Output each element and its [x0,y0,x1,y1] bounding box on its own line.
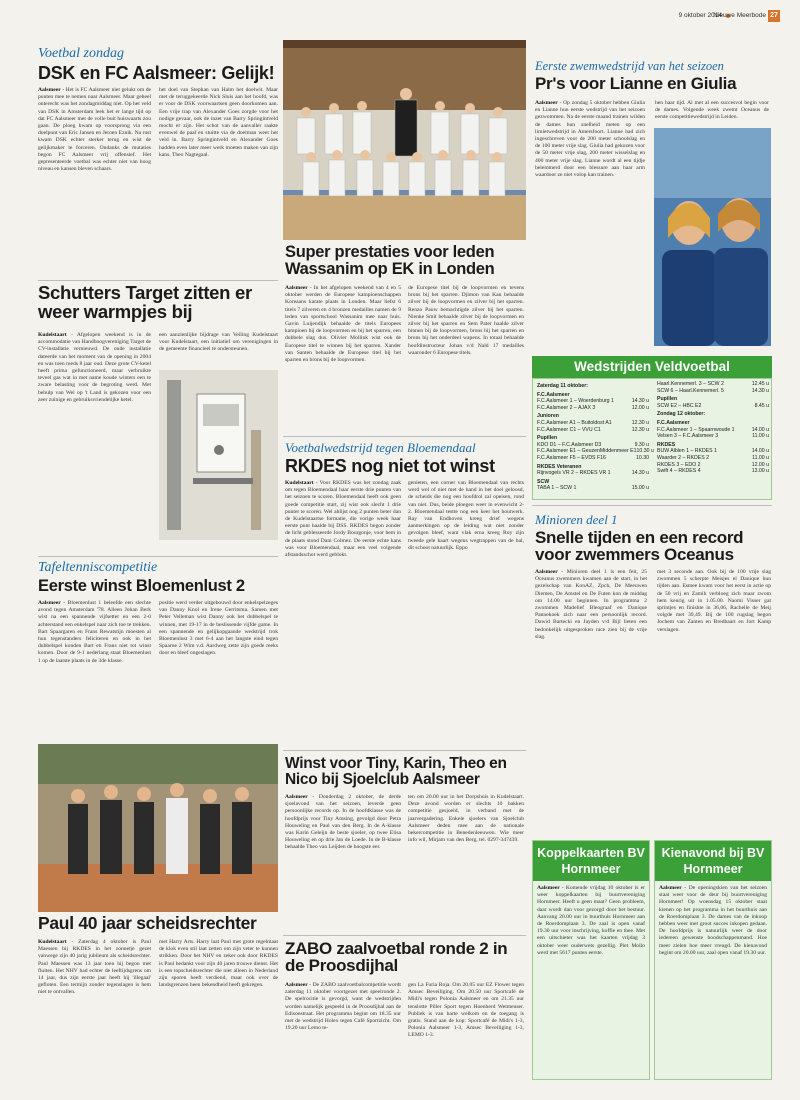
dateline: Aalsmeer [285,982,308,988]
schedule-match [537,420,649,427]
body-text: met 3 seconde aan. Ook bij de 100 vrije slag zwommen 5 scherpte Meisjes el Danique hun tijden aan. Esmee kwam voor het eerst in actie op de 50 vrij en Zamih verbloeg zich maar zwom hem keurig uit in 1.05.00. Naomi Visser gat sprintjes en finishte in 36,06, Rachelle de Meij volgde met 39,49. Bij de 100 rugslag begon Jochem van Zanten en Bredbaart en Jort Kamp verslagen. [657,569,771,633]
match-teams: RKDES 3 – EDO 2 [657,461,701,468]
column-2 [159,332,278,372]
dateline: Aalsmeer [537,885,560,891]
schedule-match [537,485,649,492]
divider [283,436,526,437]
body-text: - Voor RKDES was het zondag zaak om tegen Bloemendaal haar eerste drie punten van het seizoen te scoren. Bloemendaal heeft ook geen goede competitie start, zij wist ook slecht 1 drie punter te scoren. Wel ahlijst nog 2 punten beter dan de Kudelstaartse formatie, die vorige week haar eerste punt haalde bij DSS. RKDES begon zonder de licht geblesseerde Jordy Bourgonje, voor hem in de plaats stond Dani Colmez. De eerste echte kans was voor Bloemendaal, maar een veel volgende afstandsschot werd geblokt. [285,480,401,559]
match-time: 14.00 u [751,448,769,455]
kicker: Voetbalwedstrijd tegen Bloemendaal [285,440,476,455]
schedule-match [537,427,649,434]
match-teams: Waarder 2 – RKDES 2 [657,454,709,461]
article-voetbal-dsk [38,46,278,276]
schedule-heading: Junioren [537,413,559,420]
photo-swimmers [654,128,771,346]
article-zabo [283,940,526,1090]
schedule-heading: F.C.Aalsmeer [657,419,690,426]
dateline: Aalsmeer [38,600,61,606]
match-teams: F.C.Aalsmeer C1 – VVU C1 [537,426,601,433]
column-2 [159,600,278,735]
schedule-title: Wedstrijden Veldvoetbal [532,356,772,378]
schedule-match [537,455,649,462]
headline: RKDES nog niet tot winst [285,456,495,476]
article-tafeltennis [38,560,278,740]
photo-paul-jubilee [38,744,278,912]
schedule-match [657,388,769,395]
box-body [537,885,645,1075]
match-teams: SCW E2 – HBC E2 [657,402,702,409]
match-time: 12.00 u [631,404,649,411]
dateline: Aalsmeer [285,794,308,800]
schedule-match [657,468,769,475]
match-teams: TABA 1 – SCW 1 [537,485,577,492]
schedule-heading: SCW [537,478,550,485]
schedule-match [657,448,769,455]
headline: Snelle tijden en een record voor zwemmers Oceanus [535,528,744,565]
schedule-match [657,462,769,469]
schedule-match [537,442,649,449]
body-text: - Komende vrijdag 10 oktober is er weer koppelkaarten bij buurtvereniging Hornmeer. Heeft u geen maat? Geen probleem, daar wordt dan voor gezorgd door het bestuur. Aanvang 20.00 uur in buurthuis Hornmeer aan de Roerdomplaan 3. De zaal is open vanaf 19.30 uur voor inschrijving, koffie en thee. Met een uitschieter was het kaarten vrijdag 3 oktober weer ouderwets gezellig. Piet Mollo werd met 5617 punten eerste. [537,885,645,956]
schedule-heading: Zondag 12 oktober: [657,411,706,418]
match-teams: Rijnvogels VR 2 – RKDES VR 1 [537,470,611,477]
schedule-heading: RKDES [657,441,676,448]
column-1 [535,100,645,340]
match-time: 12.30 u [631,426,649,433]
column-2 [159,939,278,1089]
column-2 [657,569,771,829]
schedule-match [657,381,769,388]
column-1 [38,87,151,276]
dateline: Aalsmeer [659,885,682,891]
match-time: 15.00 u [631,485,649,492]
headline: Eerste winst Bloemenlust 2 [38,577,245,595]
column-1 [285,285,401,425]
body-text: - Donderdag 2 oktober, de derde sjoelavond van het seizoen, leverde geen persoonlijke records op. In de hoofdklasse was de hoofdprijs voor Tiny Amsing, gevolgd door Petra Houweling en Paul van den Berg. In de A-klasse was Karin Geleijn de beste sjoeler, op twee Elisa Houweling en op drie Jan de Loede. In de B-klasse behaalde Theo van Leijden de hoogste eer. [285,794,401,851]
match-time: 8.45 u [754,402,769,409]
column-1 [535,569,647,829]
column-1 [285,982,401,1082]
match-teams: F.C.Aalsmeer 2 – AJAX 3 [537,404,596,411]
body-text: - Afgelopen weekend is in de accommodatie van Handboogvereniging Target de CV-installatie vernieuwd. De oude installatie dateerde van het moment van de opening in 2004 en was toen reeds 8 jaar oud. Deze grote CV-ketel heeft prima gefunctioneerd, maar verbruikte teveel gas wat in met name koude winters een te zware belasting voor de begroting werd. Met behulp van Wel op 't Land is gekozen voor een zeer zuinige en gebruiksvriendelijke ketel. [38,332,151,403]
body-text: een aanzienlijke bijdrage van Veiling Kudelstaart voor Kudelstaart, een initiatief om verenigingen in de gemeente financieel te ondersteunen. [159,332,278,353]
body-text: - De openingskien van het seizoen staat weer voor de deur bij buurtvereniging Hornmeer! Op woensdag 15 oktober staat kienen op het programma in het buurthuis aan de Roerdomplaan 3. De dames van de inkoop hebben weer met groot succes inkopen gedaan. De hoofdprijs is natuurlijk weer de door iedereen gewenste boodschappenmand. Hoe meer zielen hoe meer vreugd. De kienavond begint om 20.00 uur, zaal open vanaf 19.30 uur. [659,885,767,956]
match-teams: SCW 6 – Haarl.Kennemerl. 5 [657,387,724,394]
schedule-match [537,405,649,412]
box-body [659,885,767,1075]
match-time: 12.30 u [631,419,649,426]
match-time: 11.00 u [752,433,769,440]
divider [283,935,526,936]
match-teams: F.C.Aalsmeer A1 – Buitoldost A1 [537,419,612,426]
schedule-heading: F.C.Aalsmeer [537,391,570,398]
column-1 [285,794,401,934]
article-wassanim [283,244,526,434]
match-time: 14.30 u [751,387,769,394]
header-date: 9 oktober 2014 [678,12,722,19]
body-text: gen La Furia Roja. Om 20.05 uur EZ Flower tegen Amsec Beveiliging. Om 20.50 uur Sportcafé de Midi's tegen Polonia Aalsmeer en om 21.35 uur tenslotte Piller Sport tegen Hoenherd Wetmeuser. Publiek is van harte welkom en de toegang is gratis. Stand aan de kop: Sportcafé de Midi's 1-3, Polonia Aalsmeer 1-3, Amsec Beveiliging 1-3, LEMO 1-3. [408,982,524,1039]
body-text: - Het is FC Aalsmeer niet gelukt om de punten mee te nemen naar Aalsmeer. Maar geheel onterecht was het zondagmiddag niet. Op het veld van DSK in Amsterdam leek het er lange tijd op dat FC Aalsmeer met de volle buit huiswaarts zou gaan. De ploeg kwam op voorsprong via een doelpunt van Eric Jansen en Jeroen Eznik. Na rust kwam DSK echter sterker terug en wist de gelijkmaker te forceren. Ondanks de mutaties begon FC Aalsmeer vrij offensief. Het gepresenteerde voetbal was echter niet van hoog niveau en kansen bleven schaars. [38,87,151,173]
body-text: hen haar tijd. Al met al een succesvol begin voor de dames. Volgende week zwemt Oceanus de eerste competitiewedstrijd in Leiden. [655,100,769,121]
match-teams: F.C.Aalsmeer E1 – GeuzenMiddenmeer E1 [537,448,637,455]
match-teams: Haarl.Kennemerl. 3 – SCW 2 [657,381,724,387]
schedule-heading: Zaterdag 11 oktober: [537,383,589,389]
match-teams: F.C.Aalsmeer F5 – EVDS F16 [537,454,606,461]
body-text: - De ZABO zaalvoetbalcompetitie wordt zaterdag 11 oktober voortgezet met speelronde 2. De spelrocitie is gevorgd, want de wedstrijden worden namelijk gespeeld in de Proosdijhal aan de Edisonstraat. Het programma begint om 18.35 uur met de wedstrijd Holex tegen Café Sportzicht. Om 19.20 uur Lemo te- [285,982,401,1032]
body-text: - Op zondag 5 oktober hebben Giulia en Lianne hun eerste wedstrijd van het seizoen gezwommen. Na de eerste maand trainen wilden de dames hun snelheid meten op een limietwedstrijd in Amersfoort. Lianne had zich ingeschreven voor de 200 meter schoolslag en de 100 meter vrije slag. Giulia had gekozen voor de 50 meter vrije slag, 200 meter wisselslag en 400 meter vrije slag. Lianne wordt al een tijdje belemmerd door een blessure aan haar arm waardoor ze niet volop kan trainen. [535,100,645,179]
body-text: - Zaterdag 4 oktober is Paul Maessen bij RKDES in het zonnetje gezet vanwege zijn 40 jarig jubileum als scheidsrechter. Paul Maessen was 13 jaar toen hij begon met fluiten. Het NHV had echter de leeftijdsgrens om 14 jaar, dus zijn eerste jaar heeft hij 'illegaal' gefloten. Een termijn zonder tegenslagen is hem niet te ontvallen. [38,939,151,996]
match-time: 12.45 u [751,381,769,387]
schedule-heading: Pupillen [537,435,558,442]
column-1 [38,939,151,1089]
column-1 [285,480,401,740]
match-teams: F.C.Aalsmeer 1 – Woerdenburg 1 [537,398,614,405]
box-title: Koppelkaarten BV Hornmeer [533,841,649,881]
dateline: Aalsmeer [38,87,61,93]
article-rkdes [283,440,526,740]
headline: Schutters Target zitten er weer warmpjes bij [38,284,252,322]
match-time: 14.00 u [751,426,769,433]
box-kienavond [654,840,772,1080]
page-header [20,10,780,24]
body-text: de Europese titel bij de loopvormen en tevens brons bij het sparren. Djimon van Kan behaalde zilver bij de loopvormen en zilver bij het sparren. Renzo Pauw bemachtigde zilver bij het sparren. Nienke Smit behaalde zilver bij de loopvormen en zilver bij het sparren en Sem Pater haalde zilver binnen bij de loopvormen, brons bij het sparren en brons bij het onderdeel wapens. In totaal behaalde hoofdinstructeur Johan v/d Nald 17 medailles waaronder 6 Europese titels. [408,285,524,356]
headline: Winst voor Tiny, Karin, Theo en Nico bij Sjoelclub Aalsmeer [285,756,507,788]
article-snelle-tijden [535,512,772,832]
match-time: 9.30 u [634,441,649,448]
dateline: Kudelstaart [38,939,67,945]
cv-photo-illustration [159,370,278,540]
headline: Pr's voor Lianne en Giulia [535,74,737,93]
kicker: Minioren deel 1 [535,512,618,527]
kicker: Tafeltenniscompetitie [38,560,158,575]
dateline: Aalsmeer [285,285,308,291]
column-2 [408,285,524,425]
body-text: genieten, een corner van Bloemendaal van rechts werd wel of niet met de hand in het doel geloosd, de scheids die nog een hoofdrol zal opeisen, rond van niet. Dus, beide ploegen weer in evenwicht 2-2. Bloemendaal testte nog een keer het houtwerk. Ray van Endhoven kreeg drief wegens aanmerkingen op de leiding wat niet zonder gevolgen bleef, want vlak erna kreeg Roy zijn tweede gele kaart wegens wegtrappen van de bal, dit schoot natuurlijk. Eppo [408,480,524,551]
divider [38,556,278,557]
dateline: Kudelstaart [38,332,67,338]
column-2 [408,982,524,1082]
divider [532,505,772,506]
headline: DSK en FC Aalsmeer: Gelijk! [38,63,275,83]
dateline: Kudelstaart [285,480,314,486]
schedule-match [657,433,769,440]
article-paul-scheidsrechter [38,915,278,1095]
headline: Super prestaties voor leden Wassanim op EK in Londen [285,244,495,278]
dateline: Aalsmeer [535,100,558,106]
match-time: 11.00 u [752,454,769,461]
photo-karate-group [283,40,526,240]
match-time: 12.00 u [751,461,769,468]
match-time: 14.30 u [631,398,649,405]
column-2 [159,87,278,276]
column-1 [38,600,151,735]
article-sjoelclub [283,756,526,936]
column-2 [408,794,524,934]
divider [283,750,526,751]
box-title: Kienavond bij BV Hornmeer [655,841,771,881]
match-teams: Swift 4 – RKDES 4 [657,468,701,475]
kicker: Eerste zwemwedstrijd van het seizoen [535,59,724,73]
schedule-match [537,448,654,455]
paul-photo-illustration [38,744,278,912]
dateline: Aalsmeer [535,569,558,575]
body-text: met Harry Arts. Harry laat Paul met grote regelmaat de klok even stil laat zetten om zijn veter te kunnen strikken. Door het NHV en zeker ook door RKDES is Paul bedankt voor zijn 40 jaren trouwe dienst. Het is een topscheidsrechter die niet alleen in Nederland zijn sporen heeft verdiend, maar ook over de landsgrenzen heen bekendheid heeft gekregen. [159,939,278,989]
match-teams: BUW Alblen 1 – RKDES 1 [657,448,717,455]
match-teams: Velsen 3 – F.C.Aalsmeer 3 [657,433,719,440]
header-paper: Nieuwe Meerbode [713,12,766,19]
column-2 [408,480,524,740]
karate-photo-illustration [283,40,526,240]
schedule-match [537,398,649,405]
divider [38,280,278,281]
schedule-match [537,470,649,477]
schedule-match [657,427,769,434]
schedule-right-column [657,381,769,475]
body-text: - In het afgelopen weekend van 4 en 5 oktober werden de Europese kampioenschappen Koreaans karate plaats in Londen. Maar liefst 6 titels 7 zilveren en 4 bronzen medailles namen de 9 leden van sportschool Wassanim mee naar huis. Gavin Luijendijk behaalde de titels Europees kampioen bij de loopvormen en bij het sparren, een dubbele slag dus. Olivier Mollink wist ook de Europese titel te winnen bij het sparren. Xander van Santen behaalde de Europese titel bij het sparren en brons bij de loopvormen. [285,285,401,364]
page-number-badge: 27 [768,10,780,22]
swimmers-photo-illustration [654,128,771,346]
match-time: 14.30 u [631,470,649,477]
match-teams: KDO D1 – F.C.Aalsmeer D3 [537,441,602,448]
schedule-box [532,378,772,500]
match-time: 10.30 [636,454,649,461]
body-text: ten om 20.00 uur in het Dorpshuis in Kudelstaart. Deze avond worden er slechts 10 bakken competitie gesjoeld, in verband met de jaarvergadering. Enkele sjoelers van Sjoelclub Aalsmeer deden mee aan de nationale bekercompetitie in Benedenleeuwen. Wie meer info wil, Mirjam van den Berg, tel. 0297-347439. [408,794,524,844]
body-text: - Minioren deel 1 is een feit, 25 Oceanus zwemmers kwamen aan de start, in het gezelschap van KonAZ, Zpch, De Meeuwen Diemen, De Amstel en De Futen kon de middag om 14.00 uur beginnen. In programma 2 zwommen Madelief Bleograaf en Danique Pannekoek zich naar een persoonlijk record. Dawid Bartecki en Jayden v/d Bijl lieten een bedonkelijk uitgesproken race zien bij de vrije slag. [535,569,647,640]
schedule-heading: Pupillen [657,396,678,403]
headline: Paul 40 jaar scheidsrechter [38,915,257,933]
match-time: 10.30 u [636,448,654,455]
photo-cv-installation [159,370,278,540]
schedule-left-column [537,381,654,492]
kicker: Voetbal zondag [38,46,124,61]
box-koppelkaarten [532,840,650,1080]
schedule-match [657,403,769,410]
headline: ZABO zaalvoetbal ronde 2 in de Proosdijhal [285,940,508,976]
schedule-match [657,455,769,462]
schedule-heading: RKDES Veteranen [537,463,582,470]
match-teams: F.C.Aalsmeer 1 – Spaarnwoude 1 [657,426,735,433]
match-time: 13.00 u [751,468,769,475]
body-text: het doel van Stephan van Halm het doelwit. Maar met de teruggekeerde Nick Sluis aan het hoofd, was er voor de DSK voorwaartsen geen doorkomen aan. Een vrije trap van Alexander Goes zorgde voor het nodige gevaar, ook de inzet van Barry Springintveld mocht er zijn. Het schot van de aanvaller raakte evenwel de paal en stuitte via de doelman weer het veld in. Barry Springintveld en Alexander Goes hadden even later meer werk moeten maken van zijn kans. Theo Nagtegaal. [159,87,278,158]
body-text: positie werd verder uitgebouwd door enkelspelzeges van Danny Knol en Irene Gerritsma. Samen met Peter Velleman wist Danny ook het dubbelspel te winnen, met 19-17 in de beslissende vijfde game. In een spannende en gelijkopgaande wedstrijd trok Bloemenlust 3 met 6-4 aan het langste eind tegen Spaarne 2 Wim v.d. Aardweg zette zijn goede reeks door en bleef ongeslagen. [159,600,278,657]
body-text: - Bloemenlust 1 beleefde een slechte avond tegen Amsterdam '78. Alleen Johan Berk wist na een spannende vijfsetter en een 2-0 achterstand een enkelspel naar zich toe te trekken. Bart Spaargaren en Frans Rewatstijn moesten al hun tegenstanders feliciteren en ook in het dubbelspel konden Bart en Frans niet tot winst komen. Door de 9-1 nederlang staat Bloemenlust 1 op de laatste plaats in de 3de klasse. [38,600,151,664]
